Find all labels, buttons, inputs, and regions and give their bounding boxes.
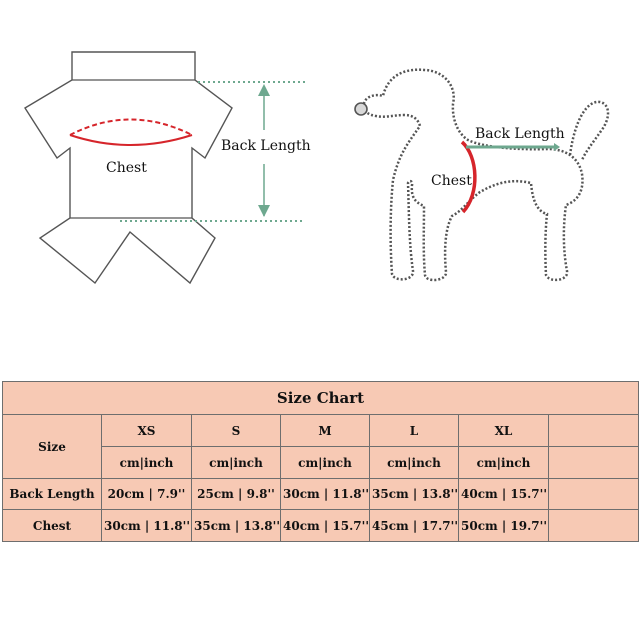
garment-chest-label: Chest xyxy=(106,160,147,176)
chest-row-label: Chest xyxy=(3,510,102,542)
garment-diagram xyxy=(25,52,305,283)
chest-row xyxy=(3,510,639,542)
empty-size-header xyxy=(549,415,639,447)
dog-diagram xyxy=(355,70,608,280)
xl-unit-label: cm|inch xyxy=(459,447,549,479)
chest-s-value: 35cm | 13.8'' xyxy=(192,510,281,542)
back-length-row-label: Back Length xyxy=(3,479,102,510)
back-length-row xyxy=(3,479,639,510)
dog-back-length-label: Back Length xyxy=(475,126,565,142)
size-chart-title: Size Chart xyxy=(3,382,639,415)
back-length-xl-value: 40cm | 15.7'' xyxy=(459,479,549,510)
dog-nose-icon xyxy=(355,103,367,115)
l-unit-label: cm|inch xyxy=(370,447,459,479)
size-xl-header: XL xyxy=(459,415,549,447)
size-xs-header: XS xyxy=(102,415,192,447)
size-row-header: Size xyxy=(3,415,102,479)
size-label-row xyxy=(3,415,639,447)
m-unit-label: cm|inch xyxy=(281,447,370,479)
size-chart-table xyxy=(2,381,639,542)
dog-chest-label: Chest xyxy=(431,173,472,189)
size-s-header: S xyxy=(192,415,281,447)
chest-xl-value: 50cm | 19.7'' xyxy=(459,510,549,542)
back-length-xs-value: 20cm | 7.9'' xyxy=(102,479,192,510)
s-unit-label: cm|inch xyxy=(192,447,281,479)
chest-m-value: 40cm | 15.7'' xyxy=(281,510,370,542)
size-m-header: M xyxy=(281,415,370,447)
back-length-m-value: 30cm | 11.8'' xyxy=(281,479,370,510)
xs-unit-label: cm|inch xyxy=(102,447,192,479)
back-length-empty-cell xyxy=(549,479,639,510)
size-chart xyxy=(2,381,638,541)
garment-back-length-label: Back Length xyxy=(221,138,311,154)
dog-tail xyxy=(570,102,608,160)
size-chart-title-row xyxy=(3,382,639,415)
back-length-l-value: 35cm | 13.8'' xyxy=(370,479,459,510)
chest-xs-value: 30cm | 11.8'' xyxy=(102,510,192,542)
size-l-header: L xyxy=(370,415,459,447)
back-length-s-value: 25cm | 9.8'' xyxy=(192,479,281,510)
chest-l-value: 45cm | 17.7'' xyxy=(370,510,459,542)
arrow-up-icon xyxy=(258,84,270,96)
chest-empty-cell xyxy=(549,510,639,542)
arrow-down-icon xyxy=(258,205,270,217)
empty-unit-label xyxy=(549,447,639,479)
